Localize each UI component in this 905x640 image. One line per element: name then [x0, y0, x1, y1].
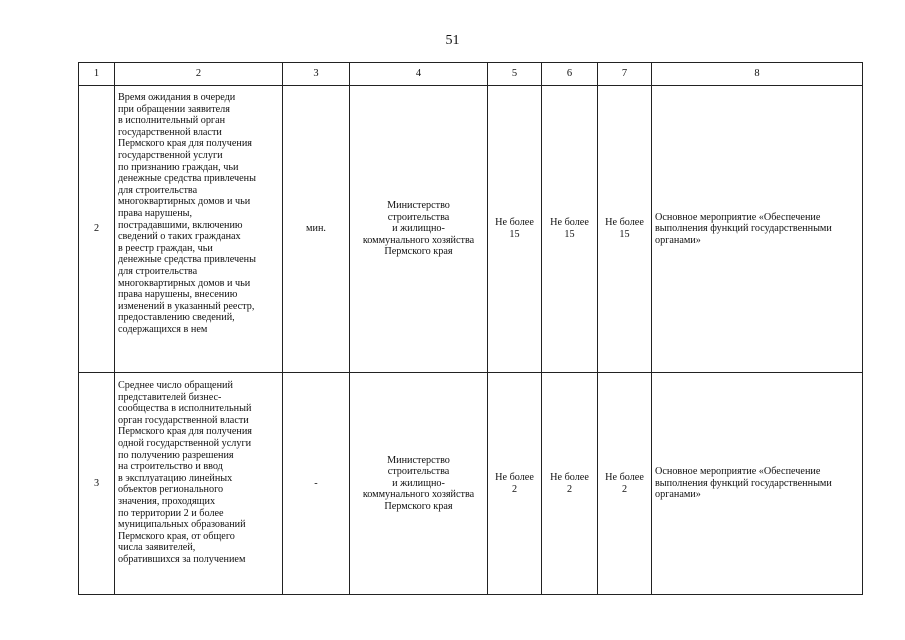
value-col5: Не более 15 [488, 86, 542, 373]
header-cell: 6 [542, 63, 598, 86]
header-cell: 3 [283, 63, 350, 86]
indicator-description: Среднее число обращений представителей бизнес- сообщества в исполнительный орган государственной власти Пермского края для получения одной государственной услуги по получению разрешения на строительство и ввод в эксплуатацию линейных объектов регионального значения, проходящих по территории 2 и более муниципальных образований Пермского края, от общего числа заявителей, обратившихся за получением [115, 373, 283, 595]
header-cell: 8 [652, 63, 863, 86]
main-measure: Основное мероприятие «Обеспечение выполнения функций государственными органами» [652, 373, 863, 595]
row-number: 3 [79, 373, 115, 595]
unit-cell: - [283, 373, 350, 595]
unit-cell: мин. [283, 86, 350, 373]
table-row [79, 373, 863, 595]
indicators-table [78, 62, 863, 595]
main-measure: Основное мероприятие «Обеспечение выполнения функций государственными органами» [652, 86, 863, 373]
value-col6: Не более 15 [542, 86, 598, 373]
responsible-ministry: Министерство строительства и жилищно- коммунального хозяйства Пермского края [350, 86, 488, 373]
value-col7: Не более 2 [598, 373, 652, 595]
header-cell: 2 [115, 63, 283, 86]
responsible-ministry: Министерство строительства и жилищно- коммунального хозяйства Пермского края [350, 373, 488, 595]
header-cell: 4 [350, 63, 488, 86]
header-cell: 1 [79, 63, 115, 86]
header-cell: 7 [598, 63, 652, 86]
row-number: 2 [79, 86, 115, 373]
page-number: 51 [445, 33, 460, 48]
header-cell: 5 [488, 63, 542, 86]
indicator-description: Время ожидания в очереди при обращении заявителя в исполнительный орган государственной власти Пермского края для получения государственной услуги по признанию граждан, чьи денежные средства привлечены для строительства многоквартирных домов и чьи права нарушены, пострадавшими, включению сведений о таких гражданах в реестр граждан, чьи денежные средства привлечены для строительства многоквартирных домов и чьи права нарушены, внесению изменений в указанный реестр, предоставлению сведений, содержащихся в нем [115, 86, 283, 373]
value-col6: Не более 2 [542, 373, 598, 595]
value-col5: Не более 2 [488, 373, 542, 595]
value-col7: Не более 15 [598, 86, 652, 373]
table-row [79, 86, 863, 373]
header-row [79, 63, 863, 86]
